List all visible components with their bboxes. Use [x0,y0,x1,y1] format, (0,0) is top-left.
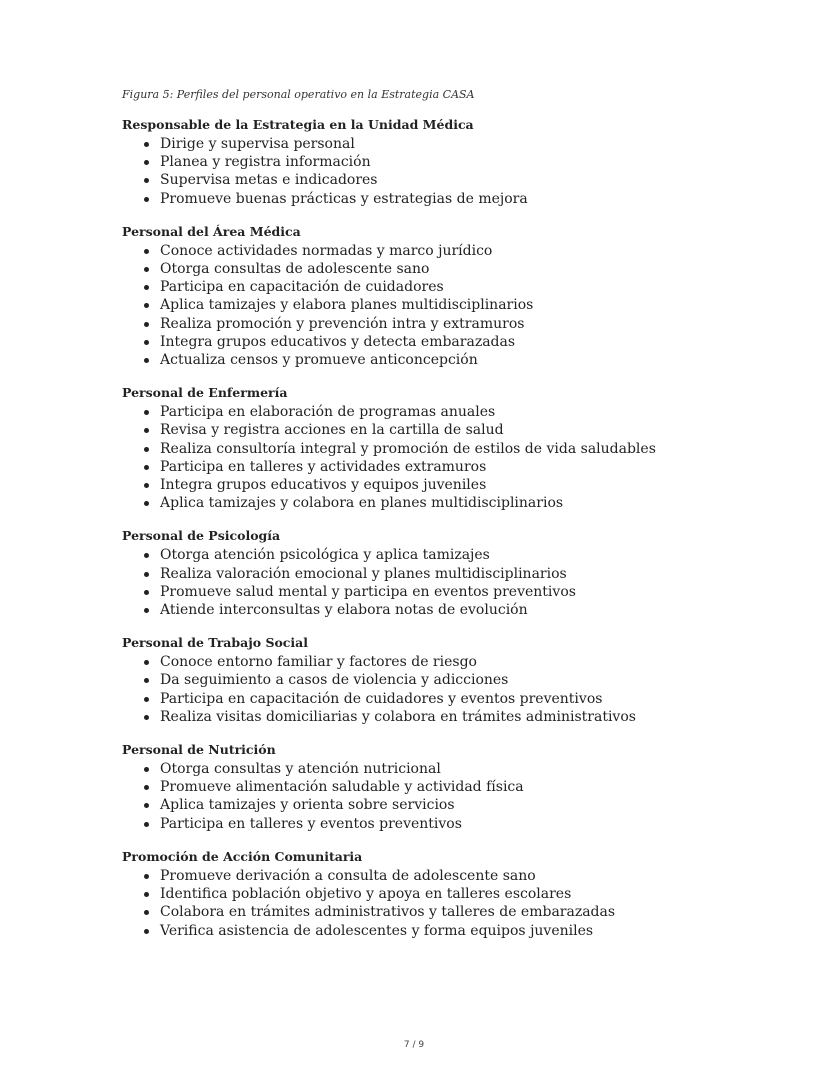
list-item: Realiza consultoría integral y promoción de estilos de vida saludables [160,440,802,458]
list-item: Integra grupos educativos y equipos juveniles [160,476,802,494]
list-item: Promueve salud mental y participa en eventos preventivos [160,583,802,601]
bullet-icon [144,660,149,665]
bullet-icon [144,874,149,879]
bullet-icon [144,715,149,720]
list-item: Participa en capacitación de cuidadores y eventos preventivos [160,690,802,708]
bullet-icon [144,767,149,772]
bullet-icon [144,322,149,327]
section-title: Personal del Área Médica [122,223,301,239]
list-item: Promueve derivación a consulta de adolescente sano [160,867,802,885]
page-number: 7 / 9 [403,1040,425,1050]
bullet-icon [144,285,149,290]
list-item: Realiza promoción y prevención intra y extramuros [160,315,802,333]
bullet-icon [144,822,149,827]
list-item: Actualiza censos y promueve anticoncepción [160,351,802,369]
section-accion-comunitaria [122,849,802,940]
bullet-icon [144,447,149,452]
bullet-icon [144,142,149,147]
bullet-list [122,546,802,619]
bullet-icon [144,197,149,202]
bullet-icon [144,358,149,363]
bullet-icon [144,910,149,915]
list-item: Participa en talleres y actividades extramuros [160,458,802,476]
bullet-icon [144,483,149,488]
section-trabajo-social [122,635,802,726]
section-nutricion [122,742,802,833]
bullet-icon [144,697,149,702]
section-psicologia [122,528,802,619]
list-item: Realiza visitas domiciliarias y colabora en trámites administrativos [160,708,802,726]
list-item: Participa en talleres y eventos preventivos [160,815,802,833]
list-item: Aplica tamizajes y colabora en planes multidisciplinarios [160,494,802,512]
bullet-icon [144,340,149,345]
bullet-icon [144,303,149,308]
bullet-icon [144,178,149,183]
section-title: Personal de Enfermería [122,385,288,401]
list-item: Conoce entorno familiar y factores de riesgo [160,653,802,671]
list-item: Otorga consultas y atención nutricional [160,760,802,778]
bullet-icon [144,929,149,934]
list-item: Promueve alimentación saludable y actividad física [160,778,802,796]
section-responsable [122,117,802,208]
bullet-icon [144,553,149,558]
list-item: Conoce actividades normadas y marco jurídico [160,242,802,260]
bullet-icon [144,249,149,254]
section-title: Personal de Nutrición [122,742,276,758]
bullet-list [122,867,802,940]
bullet-icon [144,785,149,790]
bullet-icon [144,410,149,415]
bullet-icon [144,465,149,470]
list-item: Realiza valoración emocional y planes multidisciplinarios [160,565,802,583]
section-title: Personal de Psicología [122,528,281,544]
section-title: Personal de Trabajo Social [122,635,309,651]
bullet-icon [144,590,149,595]
list-item: Aplica tamizajes y elabora planes multidisciplinarios [160,296,802,314]
bullet-icon [144,428,149,433]
bullet-icon [144,678,149,683]
bullet-list [122,760,802,833]
list-item: Otorga atención psicológica y aplica tamizajes [160,546,802,564]
list-item: Supervisa metas e indicadores [160,171,802,189]
section-enfermeria [122,385,802,512]
list-item: Dirige y supervisa personal [160,135,802,153]
list-item: Participa en elaboración de programas anuales [160,403,802,421]
section-area-medica [122,224,802,369]
list-item: Planea y registra información [160,153,802,171]
list-item: Verifica asistencia de adolescentes y forma equipos juveniles [160,922,802,940]
list-item: Promueve buenas prácticas y estrategias de mejora [160,190,802,208]
list-item: Da seguimiento a casos de violencia y adicciones [160,671,802,689]
list-item: Integra grupos educativos y detecta embarazadas [160,333,802,351]
bullet-icon [144,608,149,613]
list-item: Atiende interconsultas y elabora notas de evolución [160,601,802,619]
list-item: Identifica población objetivo y apoya en talleres escolares [160,885,802,903]
bullet-icon [144,501,149,506]
bullet-list [122,242,802,369]
bullet-icon [144,803,149,808]
bullet-icon [144,892,149,897]
bullet-list [122,653,802,726]
bullet-list [122,403,802,512]
bullet-icon [144,267,149,272]
list-item: Otorga consultas de adolescente sano [160,260,802,278]
section-title: Responsable de la Estrategia en la Unidad Médica [122,117,474,132]
section-title: Promoción de Acción Comunitaria [122,848,363,864]
bullet-list [122,135,802,208]
bullet-icon [144,572,149,577]
bullet-icon [144,160,149,165]
list-item: Aplica tamizajes y orienta sobre servicios [160,796,802,814]
list-item: Revisa y registra acciones en la cartilla de salud [160,421,802,439]
list-item: Participa en capacitación de cuidadores [160,278,802,296]
document-page [122,87,802,956]
list-item: Colabora en trámites administrativos y talleres de embarazadas [160,903,802,921]
figure-caption: Figura 5: Perfiles del personal operativo en la Estrategia CASA [122,88,475,101]
